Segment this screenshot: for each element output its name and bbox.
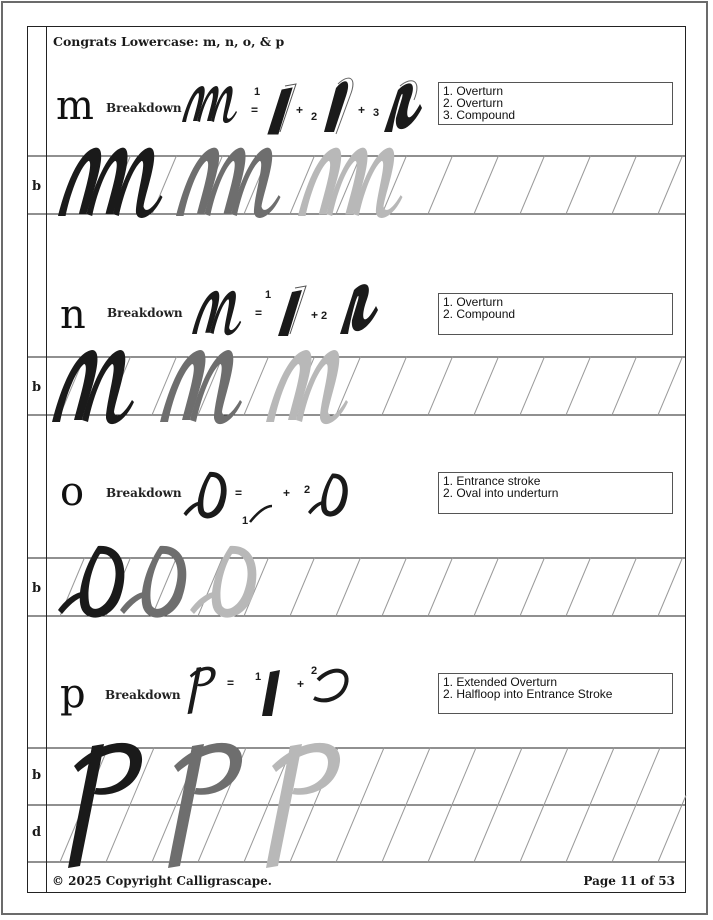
part-number: 1 [254, 86, 261, 98]
row-mark-b: b [32, 768, 42, 783]
row-mark-b: b [32, 380, 42, 395]
letter-m-model: m [56, 83, 94, 129]
part-number: 1 [265, 289, 272, 301]
step-n-2: 2. Compound [443, 307, 516, 321]
step-n-1: 1. Overturn [443, 295, 504, 309]
row-mark-b: b [32, 581, 42, 596]
equals-sign: = [235, 486, 243, 500]
part-number: 1 [242, 515, 249, 527]
part-number: 3 [373, 107, 380, 119]
step-m-3: 3. Compound [443, 108, 516, 122]
letter-p-model: p [60, 671, 86, 717]
row-mark-d: d [32, 825, 42, 840]
part-number: 2 [304, 484, 311, 496]
plus-sign: + [296, 103, 304, 117]
page-title: Congrats Lowercase: m, n, o, & p [53, 34, 285, 49]
step-o-1: 1. Entrance stroke [443, 474, 541, 488]
plus-sign: + [311, 308, 319, 322]
row-mark-b: b [32, 179, 42, 194]
equals-sign: = [255, 306, 263, 320]
plus-sign: + [297, 677, 305, 691]
copyright-text: © 2025 Copyright Calligrascape. [52, 874, 272, 888]
step-m-1: 1. Overturn [443, 84, 504, 98]
part-number: 1 [255, 671, 262, 683]
breakdown-label-m: Breakdown [106, 101, 182, 115]
plus-sign: + [283, 486, 291, 500]
step-m-2: 2. Overturn [443, 96, 504, 110]
part-number: 2 [321, 310, 328, 322]
breakdown-label-n: Breakdown [107, 306, 183, 320]
breakdown-label-o: Breakdown [106, 486, 182, 500]
breakdown-label-p: Breakdown [105, 688, 181, 702]
letter-n-model: n [60, 292, 86, 338]
plus-sign: + [358, 103, 366, 117]
part-number: 2 [311, 665, 318, 677]
part-number: 2 [311, 111, 318, 123]
equals-sign: = [227, 676, 235, 690]
letter-o-model: o [60, 469, 85, 515]
step-p-1: 1. Extended Overturn [443, 675, 558, 689]
step-o-2: 2. Oval into underturn [443, 486, 559, 500]
equals-sign: = [251, 103, 259, 117]
step-p-2: 2. Halfloop into Entrance Stroke [443, 687, 613, 701]
page-number: Page 11 of 53 [583, 874, 675, 888]
